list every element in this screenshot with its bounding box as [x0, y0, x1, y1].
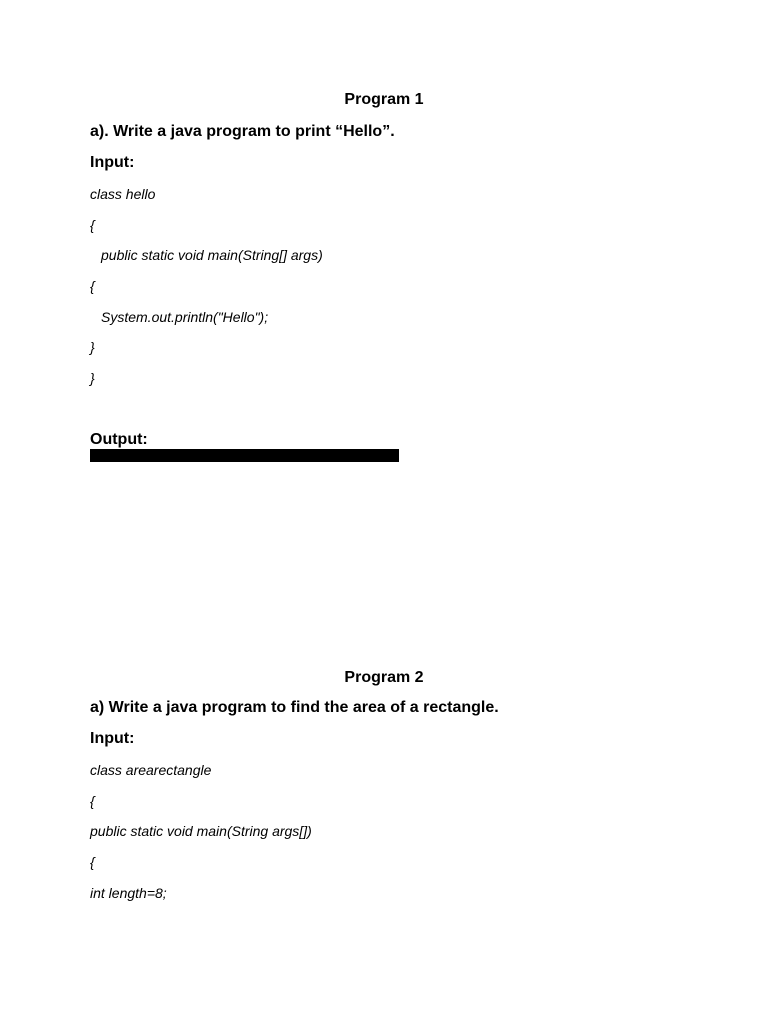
- program-2-code-line: public static void main(String args[]): [90, 823, 312, 839]
- program-2-code-line: {: [90, 793, 95, 809]
- program-1-output-label: Output:: [90, 431, 148, 448]
- program-1-question: a). Write a java program to print “Hello”.: [90, 123, 395, 140]
- program-1-code-line: System.out.println("Hello");: [101, 309, 269, 325]
- program-1-output-redaction-bar: [90, 449, 399, 462]
- program-1-code-line: public static void main(String[] args): [101, 247, 323, 263]
- program-1-code-line: {: [90, 217, 95, 233]
- program-1-title: Program 1: [344, 91, 424, 108]
- program-1-input-label: Input:: [90, 154, 135, 171]
- program-2-code-line: int length=8;: [90, 885, 167, 901]
- program-2-code-line: {: [90, 854, 95, 870]
- program-1-code-line: }: [90, 370, 95, 386]
- program-2-title: Program 2: [344, 669, 424, 686]
- program-2-code-line: class arearectangle: [90, 762, 212, 778]
- program-2-question: a) Write a java program to find the area of a rectangle.: [90, 699, 499, 716]
- program-1-code-line: class hello: [90, 186, 156, 202]
- program-2-input-label: Input:: [90, 730, 135, 747]
- program-1-code-line: }: [90, 339, 95, 355]
- program-1-code-line: {: [90, 278, 95, 294]
